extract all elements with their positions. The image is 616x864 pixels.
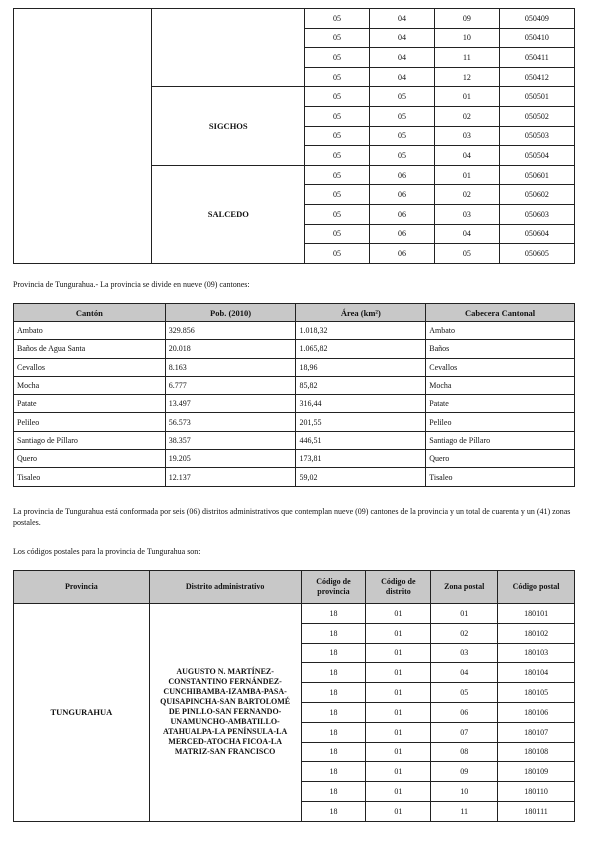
district-code-cell: 06: [370, 185, 435, 205]
table-row: [14, 468, 575, 486]
postal-code-cell: 050503: [499, 126, 574, 146]
province-code-cell: 05: [305, 87, 370, 107]
canton-cell: Mocha: [14, 376, 166, 394]
district-code-cell: 01: [366, 643, 431, 663]
area-cell: 173,81: [296, 450, 426, 468]
tungurahua-intro-paragraph: Provincia de Tungurahua.- La provincia se divide en nueve (09) cantones:: [13, 280, 250, 289]
province-code-cell: 18: [301, 604, 366, 624]
postal-code-cell: 050501: [499, 87, 574, 107]
zone-cell: 02: [434, 106, 499, 126]
zone-cell: 07: [431, 722, 498, 742]
postal-code-cell: 050604: [499, 224, 574, 244]
zone-cell: 04: [434, 224, 499, 244]
table-row: [14, 450, 575, 468]
postal-code-cell: 050605: [499, 244, 574, 264]
zone-cell: 10: [431, 782, 498, 802]
postal-code-cell: 050502: [499, 106, 574, 126]
province-code-cell: 18: [301, 643, 366, 663]
area-cell: 201,55: [296, 413, 426, 431]
province-code-cell: 05: [305, 204, 370, 224]
district-code-cell: 06: [370, 204, 435, 224]
canton-cell: Tisaleo: [14, 468, 166, 486]
postal-code-cell: 050410: [499, 28, 574, 48]
canton-cell-sigchos: SIGCHOS: [152, 87, 305, 165]
district-code-cell: 01: [366, 702, 431, 722]
province-code-cell: 05: [305, 244, 370, 264]
zone-cell: 03: [434, 126, 499, 146]
header-codigo-provincia: Código de provincia: [301, 571, 366, 604]
area-cell: 59,02: [296, 468, 426, 486]
zone-cell: 09: [431, 762, 498, 782]
postal-code-cell: 180110: [498, 782, 575, 802]
zone-cell: 01: [434, 165, 499, 185]
zone-cell: 08: [431, 742, 498, 762]
postal-code-cell: 050409: [499, 9, 574, 29]
postal-code-cell: 050411: [499, 48, 574, 68]
province-code-cell: 18: [301, 702, 366, 722]
province-code-cell: 05: [305, 48, 370, 68]
district-code-cell: 01: [366, 742, 431, 762]
table-row: [14, 9, 575, 29]
zone-cell: 12: [434, 67, 499, 87]
cabecera-cell: Cevallos: [426, 358, 575, 376]
canton-cell: Santiago de Píllaro: [14, 431, 166, 449]
district-code-cell: 05: [370, 146, 435, 166]
province-code-cell: 05: [305, 146, 370, 166]
province-code-cell: 18: [301, 742, 366, 762]
district-code-cell: 01: [366, 683, 431, 703]
header-zona-postal: Zona postal: [431, 571, 498, 604]
table-row: [14, 358, 575, 376]
zone-cell: 04: [434, 146, 499, 166]
province-code-cell: 18: [301, 683, 366, 703]
cabecera-cell: Tisaleo: [426, 468, 575, 486]
province-code-cell: 05: [305, 185, 370, 205]
canton-cell: Patate: [14, 395, 166, 413]
district-code-cell: 04: [370, 28, 435, 48]
distrito-cell: AUGUSTO N. MARTÍNEZ-CONSTANTINO FERNÁNDEZ-CUNCHIBAMBA-IZAMBA-PASA-QUISAPINCHA-SAN BARTOLOMÉ DE PINLLO-SAN FERNANDO-UNAMUNCHO-AMBATILLO-ATAHUALPA-LA PENÍNSULA-LA MERCED-ATOCHA FICOA-LA MATRIZ-SAN FRANCISCO: [149, 604, 301, 822]
cabecera-cell: Pelileo: [426, 413, 575, 431]
population-cell: 12.137: [165, 468, 296, 486]
canton-cell: Baños de Agua Santa: [14, 340, 166, 358]
zone-cell: 02: [434, 185, 499, 205]
table-row: [14, 604, 575, 624]
postal-code-cell: 050412: [499, 67, 574, 87]
postal-code-cell: 180108: [498, 742, 575, 762]
district-code-cell: 01: [366, 801, 431, 821]
postal-code-cell: 050603: [499, 204, 574, 224]
province-code-cell: 18: [301, 663, 366, 683]
province-code-cell: 18: [301, 782, 366, 802]
province-code-cell: 18: [301, 762, 366, 782]
population-cell: 38.357: [165, 431, 296, 449]
area-cell: 316,44: [296, 395, 426, 413]
district-code-cell: 06: [370, 224, 435, 244]
district-code-cell: 05: [370, 87, 435, 107]
canton-cell: Quero: [14, 450, 166, 468]
tungurahua-cantons-table: [13, 303, 575, 487]
zone-cell: 03: [431, 643, 498, 663]
header-canton: Cantón: [14, 304, 166, 322]
population-cell: 329.856: [165, 322, 296, 340]
zone-cell: 05: [434, 244, 499, 264]
empty-province-cell: [14, 9, 152, 264]
canton-cell: Cevallos: [14, 358, 166, 376]
districts-paragraph: La provincia de Tungurahua está conformada por seis (06) distritos administrativos que contemplan nueve (09) cantones de la provincia y un total de cuarenta y un (41) zonas postales.: [13, 507, 571, 527]
postal-code-cell: 180105: [498, 683, 575, 703]
district-code-cell: 01: [366, 663, 431, 683]
cabecera-cell: Baños: [426, 340, 575, 358]
district-code-cell: 01: [366, 604, 431, 624]
province-code-cell: 05: [305, 224, 370, 244]
table-header-row: [14, 571, 575, 604]
canton-cell: Pelileo: [14, 413, 166, 431]
postal-code-cell: 180107: [498, 722, 575, 742]
population-cell: 6.777: [165, 376, 296, 394]
postal-code-cell: 180103: [498, 643, 575, 663]
table-row: [14, 395, 575, 413]
zone-cell: 06: [431, 702, 498, 722]
district-code-cell: 05: [370, 126, 435, 146]
postal-code-cell: 180106: [498, 702, 575, 722]
postal-code-cell: 180111: [498, 801, 575, 821]
zone-cell: 01: [431, 604, 498, 624]
postal-code-cell: 180104: [498, 663, 575, 683]
zone-cell: 10: [434, 28, 499, 48]
province-code-cell: 05: [305, 126, 370, 146]
header-codigo-distrito: Código de distrito: [366, 571, 431, 604]
district-code-cell: 01: [366, 782, 431, 802]
district-code-cell: 05: [370, 106, 435, 126]
area-cell: 18,96: [296, 358, 426, 376]
province-code-cell: 05: [305, 9, 370, 29]
zone-cell: 04: [431, 663, 498, 683]
district-code-cell: 06: [370, 244, 435, 264]
postal-code-cell: 180109: [498, 762, 575, 782]
postal-code-cell: 050602: [499, 185, 574, 205]
table-row: [14, 376, 575, 394]
canton-cell-salcedo: SALCEDO: [152, 165, 305, 263]
population-cell: 20.018: [165, 340, 296, 358]
header-cabecera: Cabecera Cantonal: [426, 304, 575, 322]
header-population: Pob. (2010): [165, 304, 296, 322]
table-row: [14, 431, 575, 449]
zone-cell: 03: [434, 204, 499, 224]
district-code-cell: 01: [366, 762, 431, 782]
province-code-cell: 18: [301, 722, 366, 742]
cabecera-cell: Santiago de Píllaro: [426, 431, 575, 449]
header-provincia: Provincia: [14, 571, 150, 604]
header-codigo-postal: Código postal: [498, 571, 575, 604]
table-row: [14, 413, 575, 431]
cabecera-cell: Mocha: [426, 376, 575, 394]
area-cell: 446,51: [296, 431, 426, 449]
header-area: Área (km²): [296, 304, 426, 322]
district-code-cell: 01: [366, 623, 431, 643]
zone-cell: 05: [431, 683, 498, 703]
postal-codes-intro: Los códigos postales para la provincia de Tungurahua son:: [13, 547, 201, 556]
table-row: [14, 322, 575, 340]
population-cell: 13.497: [165, 395, 296, 413]
province-code-cell: 18: [301, 801, 366, 821]
zone-cell: 02: [431, 623, 498, 643]
area-cell: 85,82: [296, 376, 426, 394]
postal-code-cell: 180102: [498, 623, 575, 643]
province-code-cell: 18: [301, 623, 366, 643]
canton-cell: Ambato: [14, 322, 166, 340]
district-code-cell: 06: [370, 165, 435, 185]
district-code-cell: 04: [370, 67, 435, 87]
table-row: [14, 340, 575, 358]
cabecera-cell: Ambato: [426, 322, 575, 340]
postal-code-cell: 050504: [499, 146, 574, 166]
district-code-cell: 04: [370, 9, 435, 29]
province-code-cell: 05: [305, 67, 370, 87]
table-header-row: [14, 304, 575, 322]
province-code-cell: 05: [305, 106, 370, 126]
zone-cell: 11: [434, 48, 499, 68]
zone-cell: 09: [434, 9, 499, 29]
cabecera-cell: Patate: [426, 395, 575, 413]
cotopaxi-codes-table: [13, 8, 575, 264]
province-code-cell: 05: [305, 165, 370, 185]
population-cell: 8.163: [165, 358, 296, 376]
area-cell: 1.018,32: [296, 322, 426, 340]
tungurahua-postal-codes-table: [13, 570, 575, 822]
population-cell: 19.205: [165, 450, 296, 468]
postal-code-cell: 050601: [499, 165, 574, 185]
zone-cell: 01: [434, 87, 499, 107]
provincia-cell: TUNGURAHUA: [14, 604, 150, 822]
zone-cell: 11: [431, 801, 498, 821]
postal-code-cell: 180101: [498, 604, 575, 624]
cabecera-cell: Quero: [426, 450, 575, 468]
header-distrito: Distrito administrativo: [149, 571, 301, 604]
area-cell: 1.065,82: [296, 340, 426, 358]
population-cell: 56.573: [165, 413, 296, 431]
canton-cell-blank: [152, 9, 305, 87]
district-code-cell: 01: [366, 722, 431, 742]
district-code-cell: 04: [370, 48, 435, 68]
province-code-cell: 05: [305, 28, 370, 48]
